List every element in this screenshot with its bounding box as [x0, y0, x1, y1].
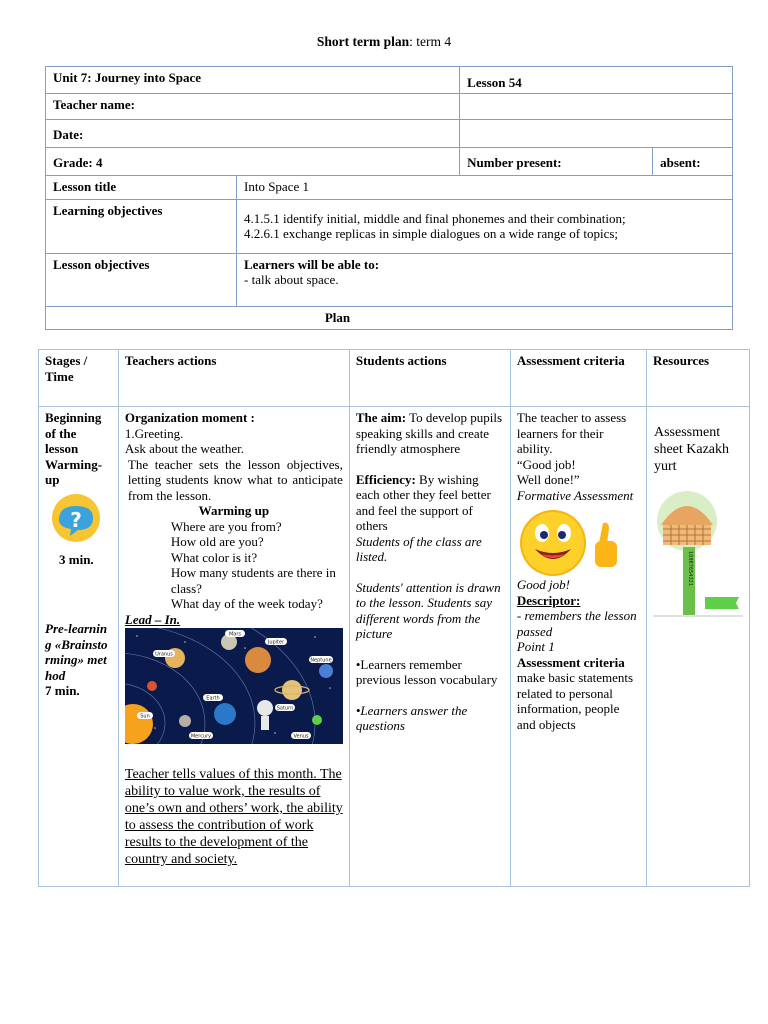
kazakh-yurt-image — [653, 485, 743, 621]
weather: Ask about the weather. — [124, 441, 245, 456]
aim-text: The aim: To develop pupils speaking skills and create friendly atmosphere — [355, 410, 503, 456]
learners-remember: •Learners remember previous lesson vocabulary — [355, 656, 498, 687]
lesson-title-label: Lesson title — [46, 176, 237, 200]
absent-cell: absent: — [653, 148, 733, 176]
warmup-question: Where are you from? — [170, 518, 282, 534]
date-value — [460, 120, 733, 148]
warmup-question: What color is it? — [170, 549, 258, 565]
resources-text: Assessment sheet Kazakh yurt — [654, 425, 730, 474]
good-job-text: Good job! — [516, 577, 570, 592]
assessment-intro: The teacher to assess learners for their ability. — [516, 410, 627, 456]
descriptor-text: - remembers the lesson passed — [516, 608, 637, 639]
grade-cell: Grade: 4 — [46, 148, 460, 176]
stage-time-1: 3 min. — [59, 551, 94, 567]
lead-in: Lead – In. — [124, 611, 181, 627]
header-stages: Stages / Time — [39, 350, 119, 407]
criteria-heading: Assessment criteria — [516, 654, 625, 670]
header-teachers-actions: Teachers actions — [118, 350, 349, 407]
stage-time-2: 7 min. — [45, 683, 80, 698]
lesson-title-value: Into Space 1 — [237, 176, 733, 200]
formative-assessment: Formative Assessment — [516, 487, 634, 503]
good-job-quote: “Good job! — [516, 456, 576, 472]
stage-warming: Warming-up — [45, 456, 103, 487]
assessment-cell — [510, 407, 646, 887]
plan-heading: Plan — [46, 307, 733, 330]
svg-text:?: ? — [70, 507, 82, 532]
org-moment: Organization moment : — [124, 410, 255, 425]
planet-label: Earth — [206, 695, 220, 702]
planet-label: Uranus — [155, 651, 173, 658]
number-present-cell: Number present: — [460, 148, 653, 176]
stages-cell — [39, 407, 119, 887]
thumbs-up-smiley-icon — [517, 505, 625, 577]
students-actions-cell — [349, 407, 510, 887]
header-assessment-criteria: Assessment criteria — [510, 350, 646, 407]
efficiency-text: Efficiency: By wishing each other they feel better and feel the support of others — [355, 471, 491, 533]
greeting: 1.Greeting. — [124, 425, 184, 441]
lesson-number-cell: Lesson 54 — [460, 67, 733, 94]
planet-label: Jupiter — [267, 639, 285, 646]
values-text: Teacher tells values of this month. The ability to value work, the results of one’s own and others’ work, the ability to assess the contribution of work results to the development of the country and society. — [124, 767, 343, 867]
header-students-actions: Students actions — [349, 350, 510, 407]
header-resources: Resources — [647, 350, 750, 407]
lesson-objectives-value: Learners will be able to: - talk about space. — [237, 254, 733, 307]
ruler-numbers: 10987654321 — [687, 551, 693, 586]
learning-objectives-label: Learning objectives — [46, 200, 237, 254]
question-bubble-icon — [49, 494, 103, 544]
stage-prelearning: Pre-learning «Brainstorming» method — [45, 621, 108, 683]
learners-answer: •Learners answer the questions — [355, 702, 468, 733]
warmup-question: How many students are there in class? — [170, 565, 336, 596]
unit-cell: Unit 7: Journey into Space — [46, 67, 460, 94]
date-cell: Date: — [46, 120, 460, 148]
teachers-actions-cell — [118, 407, 349, 887]
plan-table — [38, 349, 750, 887]
students-listed: Students of the class are listed. — [355, 533, 482, 564]
lesson-objectives-label: Lesson objectives — [46, 254, 237, 307]
planet-label: Mars — [228, 631, 241, 638]
learning-objectives-value: 4.1.5.1 identify initial, middle and final phonemes and their combination; 4.2.6.1 exchange replicas in simple dialogues on a wide range of topics; — [237, 200, 733, 254]
warming-up-heading: Warming up — [198, 503, 270, 518]
resources-cell — [647, 407, 750, 887]
point-text: Point 1 — [516, 639, 555, 654]
planet-label: Venus — [293, 733, 309, 740]
warmup-question: What day of the week today? — [170, 596, 323, 611]
well-done-quote: Well done!” — [516, 472, 580, 487]
planet-label: Mercury — [190, 733, 212, 740]
lesson-header-table — [45, 66, 733, 330]
teacher-name-cell: Teacher name: — [46, 94, 460, 120]
stage-beginning: Beginning of the lesson — [45, 410, 102, 456]
document-title: Short term plan: term 4 — [316, 34, 452, 49]
descriptor-heading: Descriptor: — [516, 592, 581, 608]
planet-label: Saturn — [276, 705, 294, 712]
teacher-name-value — [460, 94, 733, 120]
students-attention: Students' attention is drawn to the lesson. Students say different words from the picture — [355, 579, 501, 641]
solar-system-image — [125, 628, 343, 744]
planet-label: Neptune — [310, 657, 332, 664]
criteria-text: make basic statements related to personal information, people and objects — [516, 670, 634, 732]
planet-label: Sun — [140, 713, 150, 720]
warmup-question: How old are you? — [170, 534, 264, 549]
objectives-text: The teacher sets the lesson objectives, letting students know what to anticipate from the lesson. — [127, 456, 343, 503]
